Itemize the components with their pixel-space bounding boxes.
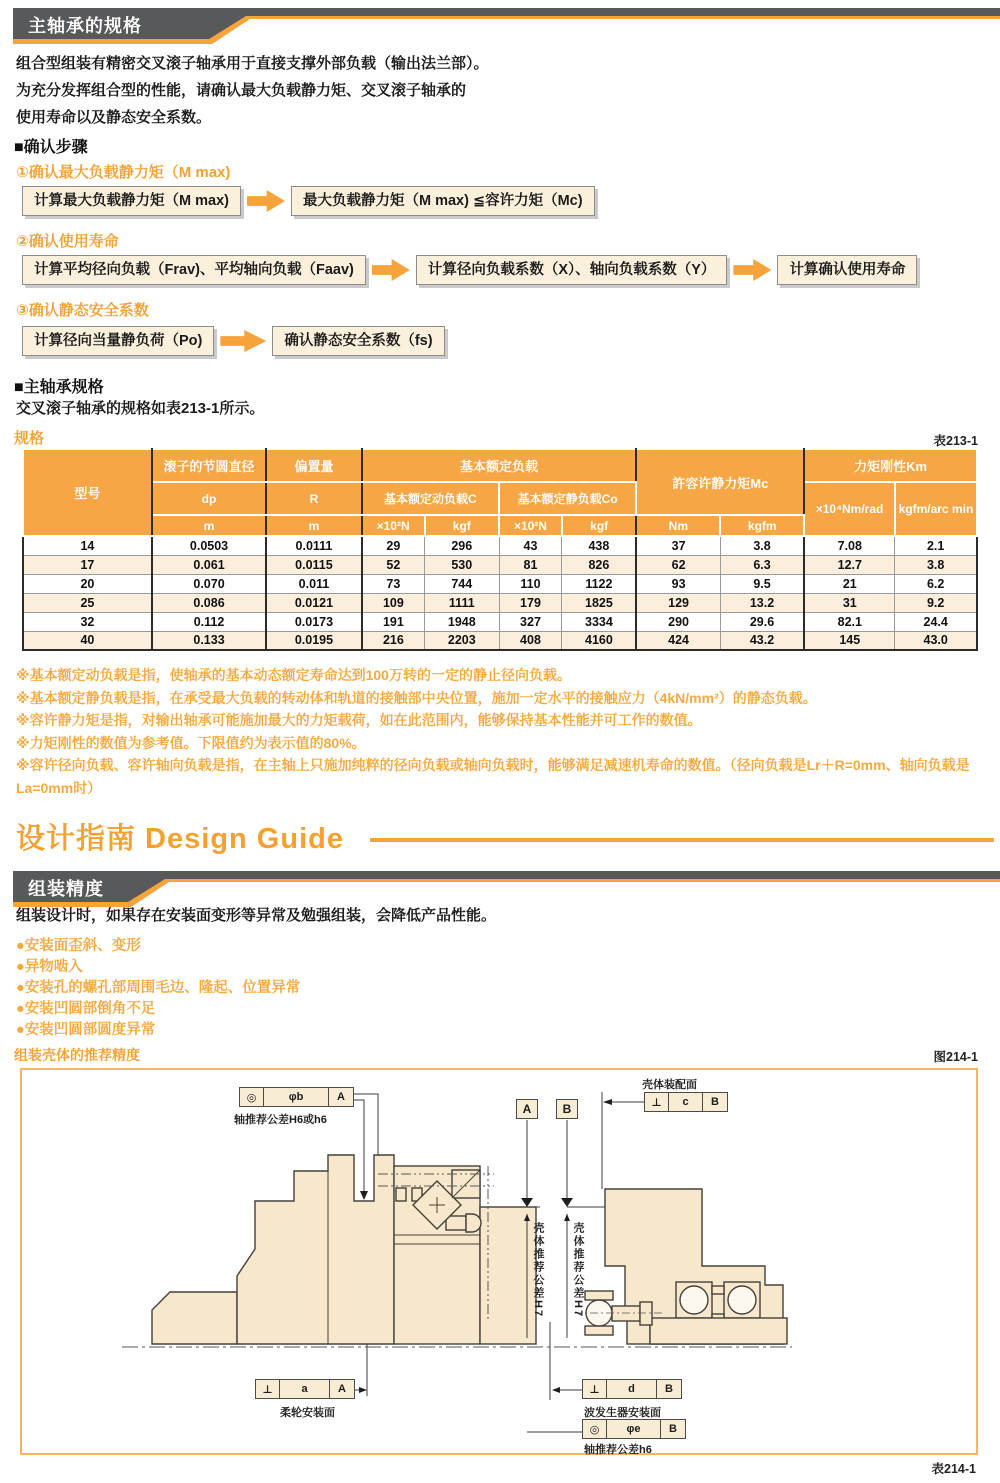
table-cell: 6.2 — [895, 574, 977, 593]
flexspline-face-label: 柔轮安装面 — [280, 1407, 335, 1419]
table-cell: 20 — [23, 574, 152, 593]
section-title: 组装精度 — [28, 879, 104, 899]
callout-value: φb — [264, 1088, 329, 1106]
col-dynamic-load: 基本额定动负载C — [362, 482, 499, 515]
table-cell: 110 — [499, 574, 562, 593]
table-cell: 424 — [636, 631, 720, 650]
housing-tolerance-vertical-label: 壳体推荐公差H7 — [572, 1222, 584, 1319]
flow-box: 确认静态安全系数（fs) — [272, 326, 444, 356]
table-cell: 296 — [425, 536, 499, 555]
col-dp: dp — [152, 482, 266, 515]
table-cell: 530 — [425, 555, 499, 574]
callout-datum: A — [338, 1383, 346, 1395]
step1-label: ①确认最大负载静力矩（M max) — [16, 164, 231, 181]
unit-nm: Nm — [636, 515, 720, 536]
arrow-right-icon — [220, 330, 266, 352]
list-item: 组合型组装有精密交叉滚子轴承用于直接支撑外部负载（输出法兰部）。 — [16, 55, 489, 72]
table-cell: 129 — [636, 593, 720, 612]
table-cell: 2203 — [425, 631, 499, 650]
table-cell: 24.4 — [895, 612, 977, 631]
flow-box: 计算径向当量静负荷（Po) — [22, 326, 214, 356]
assembly-bullet-list — [16, 936, 300, 1041]
table-cell: 52 — [362, 555, 425, 574]
perpendicularity-icon: ⊥ — [256, 1380, 280, 1398]
spec-caption: 交叉滚子轴承的规格如表213-1所示。 — [16, 400, 265, 417]
table-cell: 14 — [23, 536, 152, 555]
assembly-paragraph: 组装设计时，如果存在安装面变形等异常及勉强组装，会降低产品性能。 — [16, 907, 497, 924]
table-row — [23, 593, 977, 612]
table-header — [23, 449, 977, 536]
banner-gray-shape — [13, 871, 1000, 905]
table-cell: 40 — [23, 631, 152, 650]
table-cell: 191 — [362, 612, 425, 631]
tolerance-callout-shaft-top — [239, 1087, 354, 1107]
spec-heading: ■主轴承规格 — [14, 379, 104, 396]
flow-box: 计算径向负载系数（X）、轴向负载系数（Y） — [416, 255, 728, 285]
perpendicularity-icon: ⊥ — [645, 1093, 669, 1111]
table-cell: 25 — [23, 593, 152, 612]
flow-row-1 — [22, 186, 595, 216]
col-r: R — [266, 482, 361, 515]
table-cell: 145 — [804, 631, 895, 650]
table-cell: 0.086 — [152, 593, 266, 612]
col-allowable-moment: 許容许静力矩Mc — [636, 449, 804, 515]
col-model: 型号 — [23, 449, 152, 536]
table-label: 规格 — [14, 430, 45, 447]
table-cell: 93 — [636, 574, 720, 593]
table-cell: 0.0195 — [266, 631, 361, 650]
arrow-right-icon — [247, 190, 285, 212]
callout-datum: B — [711, 1096, 719, 1108]
list-item: ※容许静力矩是指，对输出轴承可能施加最大的力矩载荷，如在此范围内，能够保持基本性能并可工作的数值。 — [16, 712, 702, 728]
table-cell: 43.0 — [895, 631, 977, 650]
table-cell: 290 — [636, 612, 720, 631]
shaft-bottom-tolerance-label: 轴推荐公差h6 — [584, 1444, 652, 1456]
callout-datum: A — [337, 1091, 345, 1103]
table-cell: 9.5 — [720, 574, 804, 593]
table-cell: 0.0115 — [266, 555, 361, 574]
col-basic-load: 基本额定负载 — [362, 449, 637, 482]
table-cell: 81 — [499, 555, 562, 574]
table-cell: 29.6 — [720, 612, 804, 631]
table-cell: 1825 — [562, 593, 636, 612]
table-cell: 29 — [362, 536, 425, 555]
arrow-right-icon — [372, 259, 410, 281]
table-row — [23, 574, 977, 593]
table-cell: 73 — [362, 574, 425, 593]
list-item: ※力矩刚性的数值为参考值。下限值约为表示值的80%。 — [16, 734, 366, 751]
table-cell: 744 — [425, 574, 499, 593]
table-ref: 表213-1 — [933, 434, 978, 448]
table-cell: 0.011 — [266, 574, 361, 593]
callout-value: a — [280, 1380, 330, 1398]
table-cell: 3.8 — [895, 555, 977, 574]
table-cell: 109 — [362, 593, 425, 612]
table-row — [23, 536, 977, 555]
concentricity-icon: ◎ — [583, 1420, 607, 1438]
table-cell: 438 — [562, 536, 636, 555]
intro-paragraph — [16, 50, 976, 131]
list-item: ●异物啮入 — [16, 959, 83, 975]
steps-heading: ■确认步骤 — [14, 139, 88, 156]
housing-accuracy-diagram — [20, 1068, 978, 1455]
table-body — [23, 536, 977, 650]
table-cell: 0.133 — [152, 631, 266, 650]
figure-ref: 图214-1 — [933, 1050, 978, 1064]
list-item: ●安装凹圆部圆度异常 — [16, 1022, 156, 1038]
table-cell: 3334 — [562, 612, 636, 631]
table-cell: 0.112 — [152, 612, 266, 631]
table-cell: 0.070 — [152, 574, 266, 593]
table-cell: 1122 — [562, 574, 636, 593]
table-cell: 826 — [562, 555, 636, 574]
table-cell: 32 — [23, 612, 152, 631]
flow-box: 计算最大负载静力矩（M max) — [22, 186, 241, 216]
list-item: ●安装面歪斜、变形 — [16, 938, 141, 954]
banner-gray-shape — [13, 8, 1000, 42]
shaft-tolerance-label: 轴推荐公差H6或h6 — [234, 1114, 327, 1126]
list-item: ●安装孔的螺孔部周围毛边、隆起、位置异常 — [16, 980, 301, 996]
table-cell: 216 — [362, 631, 425, 650]
unit-m: m — [266, 515, 361, 536]
table-cell: 408 — [499, 631, 562, 650]
tolerance-callout-wave-generator — [582, 1379, 682, 1399]
table-cell: 0.061 — [152, 555, 266, 574]
tolerance-callout-housing-face — [644, 1092, 728, 1112]
list-item: 使用寿命以及静态安全系数。 — [16, 109, 212, 126]
step2-label: ②确认使用寿命 — [16, 233, 119, 250]
diagram-table-ref: 表214-1 — [931, 1462, 976, 1476]
table-cell: 1111 — [425, 593, 499, 612]
unit-m: m — [152, 515, 266, 536]
bearing-spec-table — [22, 448, 978, 651]
callout-value: d — [607, 1380, 657, 1398]
perpendicularity-icon: ⊥ — [583, 1380, 607, 1398]
housing-face-label: 壳体装配面 — [642, 1079, 697, 1091]
col-pitch-dia: 滚子的节圆直径 — [152, 449, 266, 482]
arrow-right-icon — [733, 259, 771, 281]
flow-box: 计算确认使用寿命 — [777, 255, 917, 285]
callout-datum: B — [669, 1423, 677, 1435]
concentricity-icon: ◎ — [240, 1088, 264, 1106]
table-row — [23, 612, 977, 631]
table-cell: 2.1 — [895, 536, 977, 555]
unit-n: ×10²N — [362, 515, 425, 536]
callout-value: c — [669, 1093, 703, 1111]
list-item: 为充分发挥组合型的性能，请确认最大负载静力矩、交叉滚子轴承的 — [16, 82, 467, 99]
table-row — [23, 631, 977, 650]
flow-row-3 — [22, 326, 445, 356]
table-cell: 82.1 — [804, 612, 895, 631]
list-item: ※基本额定静负载是指，在承受最大负载的转动体和轨道的接触部中央位置，施加一定水平的接触应力（4kN/mm²）的静态负载。 — [16, 689, 817, 706]
table-cell: 9.2 — [895, 593, 977, 612]
table-cell: 179 — [499, 593, 562, 612]
design-guide-title: 设计指南 Design Guide — [16, 823, 344, 855]
table-cell: 0.0111 — [266, 536, 361, 555]
table-cell: 37 — [636, 536, 720, 555]
wave-generator-face-label: 波发生器安装面 — [584, 1407, 661, 1419]
col-static-load: 基本额定静负载Co — [499, 482, 636, 515]
table-row — [23, 555, 977, 574]
table-cell: 31 — [804, 593, 895, 612]
table-cell: 12.7 — [804, 555, 895, 574]
table-cell: 13.2 — [720, 593, 804, 612]
unit-kgf: kgf — [425, 515, 499, 536]
table-cell: 43 — [499, 536, 562, 555]
table-cell: 0.0173 — [266, 612, 361, 631]
table-notes — [16, 664, 986, 799]
col-km-nm: ×10⁴Nm/rad — [804, 482, 895, 536]
table-cell: 7.08 — [804, 536, 895, 555]
table-cell: 21 — [804, 574, 895, 593]
table-cell: 0.0503 — [152, 536, 266, 555]
list-item: ※容许径向负载、容许轴向负载是指，在主轴上只施加纯粹的径向负载或轴向负载时，能够满足减速机寿命的数值。（径向负载是Lr＋R=0mm、轴向负载是La=0mm时） — [16, 757, 970, 796]
unit-n: ×10²N — [499, 515, 562, 536]
table-cell: 62 — [636, 555, 720, 574]
col-km-kgfm: kgfm/arc min — [895, 482, 977, 536]
cross-section-drawing — [22, 1070, 976, 1453]
list-item: ●安装凹圆部倒角不足 — [16, 1001, 156, 1017]
flow-row-2 — [22, 255, 917, 285]
unit-kgf: kgf — [562, 515, 636, 536]
table-cell: 3.8 — [720, 536, 804, 555]
unit-kgfm: kgfm — [720, 515, 804, 536]
design-guide-heading-row — [16, 816, 994, 857]
col-moment-stiffness: 力矩刚性Km — [804, 449, 977, 482]
col-offset: 偏置量 — [266, 449, 361, 482]
table-cell: 17 — [23, 555, 152, 574]
housing-tolerance-vertical-label: 壳体推荐公差H7 — [532, 1222, 544, 1319]
list-item: ※基本额定动负载是指，使轴承的基本动态额定寿命达到100万转的一定的静止径向负载。 — [16, 667, 571, 683]
table-cell: 327 — [499, 612, 562, 631]
diagram-label: 组装壳体的推荐精度 — [14, 1047, 140, 1063]
section-title: 主轴承的规格 — [28, 16, 142, 36]
callout-value: φe — [607, 1420, 661, 1438]
table-cell: 43.2 — [720, 631, 804, 650]
flow-box: 最大负载静力矩（M max) ≦容许力矩（Mc) — [291, 186, 595, 216]
table-cell: 4160 — [562, 631, 636, 650]
flow-box: 计算平均径向负载（Frav)、平均轴向负载（Faav) — [22, 255, 366, 285]
section-banner-main-bearing — [13, 8, 1000, 48]
heading-rule — [370, 838, 994, 842]
table-cell: 1948 — [425, 612, 499, 631]
callout-datum: B — [665, 1383, 673, 1395]
datum-a-tag: A — [516, 1099, 538, 1119]
table-cell: 6.3 — [720, 555, 804, 574]
step3-label: ③确认静态安全系数 — [16, 302, 149, 319]
tolerance-callout-flexspline — [255, 1379, 355, 1399]
datum-b-tag: B — [556, 1099, 578, 1119]
tolerance-callout-shaft-bottom — [582, 1419, 686, 1439]
table-cell: 0.0121 — [266, 593, 361, 612]
